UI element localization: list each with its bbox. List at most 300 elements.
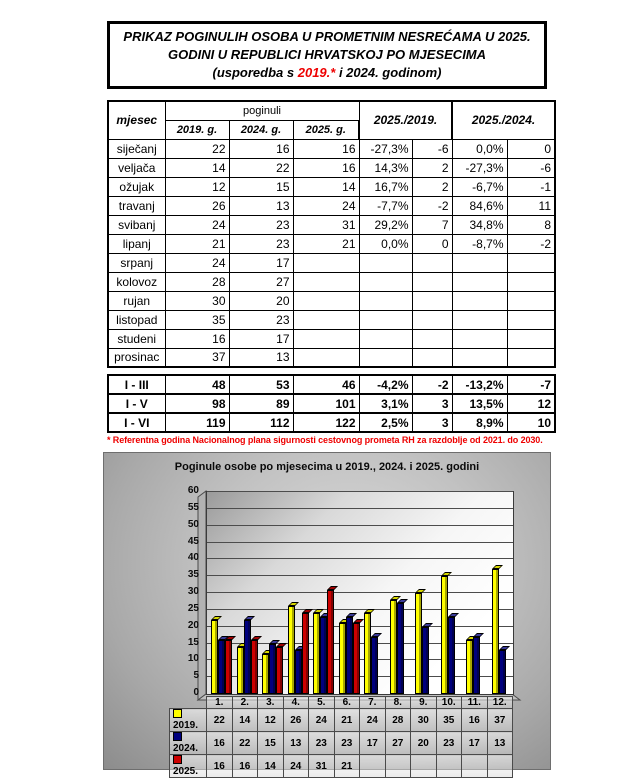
month-row — [108, 329, 555, 348]
header-2024: 2024. g. — [229, 120, 293, 139]
cell-diff-2019: -6 — [412, 139, 452, 158]
series-value-cell: 17 — [360, 732, 386, 755]
cumulative-summary-table — [107, 374, 556, 433]
bar-top-face — [251, 636, 262, 640]
bar-top-face — [397, 599, 408, 603]
series-value-cell: 14 — [232, 709, 258, 732]
cell-diff-2019 — [412, 253, 452, 272]
month-tick-label: 7. — [360, 697, 386, 709]
series-value-cell: 13 — [487, 732, 513, 755]
y-tick-label: 5 — [193, 670, 199, 682]
month-row — [108, 196, 555, 215]
cell-2025: 46 — [293, 375, 359, 394]
cell-2019: 21 — [165, 234, 229, 253]
bar-2024-month-8 — [397, 603, 404, 694]
bar-shade — [503, 651, 505, 693]
bar-shade — [445, 577, 447, 693]
series-value-cell: 17 — [462, 732, 488, 755]
month-tick-label: 9. — [411, 697, 437, 709]
cell-2024: 15 — [229, 177, 293, 196]
cell-month: listopad — [108, 310, 165, 329]
cell-diff-2024: -7 — [507, 375, 555, 394]
series-value-cell: 16 — [207, 732, 233, 755]
cell-pct-2019 — [359, 329, 412, 348]
cell-diff-2024 — [507, 253, 555, 272]
bar-shade — [452, 618, 454, 693]
month-tick-label: 12. — [487, 697, 513, 709]
y-tick-label: 45 — [187, 535, 199, 547]
gridline — [207, 558, 513, 559]
title-line-2: GODINI U REPUBLICI HRVATSKOJ PO MJESECIMA — [167, 47, 487, 62]
bar-top-face — [288, 602, 299, 606]
chart-data-table — [169, 696, 513, 778]
summary-row — [108, 413, 555, 432]
series-value-cell: 16 — [462, 709, 488, 732]
month-tick-label: 2. — [232, 697, 258, 709]
bar-shade — [273, 645, 275, 694]
cell-2025 — [293, 253, 359, 272]
cell-month: prosinac — [108, 348, 165, 367]
bar-top-face — [371, 633, 382, 637]
cell-diff-2024: 0 — [507, 139, 555, 158]
series-value-cell: 21 — [334, 709, 360, 732]
series-value-cell — [385, 755, 411, 778]
cell-diff-2024: -6 — [507, 158, 555, 177]
cell-pct-2024: 84,6% — [452, 196, 507, 215]
legend-label: 2024. — [170, 732, 207, 755]
cell-diff-2019: -2 — [412, 196, 452, 215]
cell-2024: 13 — [229, 348, 293, 367]
cell-diff-2019: 2 — [412, 158, 452, 177]
cell-month: veljača — [108, 158, 165, 177]
series-value-cell — [487, 755, 513, 778]
bar-2024-month-4 — [295, 650, 302, 694]
reference-year-footnote: * Referentna godina Nacionalnog plana sigurnosti cestovnog prometa RH za razdoblje od 2021. do 2030. — [107, 435, 543, 445]
bar-top-face — [499, 646, 510, 650]
cell-2019: 24 — [165, 215, 229, 234]
bar-2019-month-7 — [364, 613, 371, 694]
cell-2025 — [293, 272, 359, 291]
cell-month: lipanj — [108, 234, 165, 253]
cell-pct-2019 — [359, 291, 412, 310]
title-line-3-red-year: 2019.* — [297, 65, 336, 80]
bar-top-face — [473, 633, 484, 637]
cell-2024: 17 — [229, 329, 293, 348]
y-tick-label: 0 — [193, 687, 199, 698]
month-row — [108, 253, 555, 272]
header-2019: 2019. g. — [165, 120, 229, 139]
cell-month: svibanj — [108, 215, 165, 234]
cell-diff-2019 — [412, 310, 452, 329]
bar-shade — [241, 648, 243, 693]
month-row — [108, 291, 555, 310]
y-tick-label: 10 — [187, 653, 199, 665]
series-value-cell: 15 — [258, 732, 284, 755]
cell-month: siječanj — [108, 139, 165, 158]
bar-top-face — [390, 596, 401, 600]
bar-top-face — [492, 565, 503, 569]
cell-2025: 101 — [293, 394, 359, 413]
bar-2024-month-6 — [346, 617, 353, 694]
y-tick-label: 40 — [187, 552, 199, 564]
cell-2024: 23 — [229, 310, 293, 329]
month-row — [108, 272, 555, 291]
cell-2025 — [293, 329, 359, 348]
header-2025-vs-2024: 2025./2024. — [452, 101, 555, 139]
month-row — [108, 215, 555, 234]
month-tick-label: 6. — [334, 697, 360, 709]
cell-2019: 12 — [165, 177, 229, 196]
month-tick-label: 5. — [309, 697, 335, 709]
month-tick-label: 3. — [258, 697, 284, 709]
series-value-cell: 16 — [207, 755, 233, 778]
cell-2024: 16 — [229, 139, 293, 158]
cell-2025: 14 — [293, 177, 359, 196]
bar-2019-month-4 — [288, 606, 295, 694]
gridline — [207, 542, 513, 543]
cell-2019: 26 — [165, 196, 229, 215]
series-value-cell: 28 — [385, 709, 411, 732]
header-mjesec: mjesec — [108, 101, 165, 139]
cell-pct-2024: 13,5% — [452, 394, 507, 413]
month-row — [108, 158, 555, 177]
cell-diff-2019: 0 — [412, 234, 452, 253]
cell-diff-2024: 10 — [507, 413, 555, 432]
series-value-cell: 22 — [232, 732, 258, 755]
cell-pct-2024: 8,9% — [452, 413, 507, 432]
gridline — [207, 592, 513, 593]
cell-2019: 24 — [165, 253, 229, 272]
y-tick-label: 55 — [187, 501, 199, 513]
cell-diff-2019 — [412, 329, 452, 348]
series-value-cell: 30 — [411, 709, 437, 732]
bar-shade — [496, 570, 498, 693]
cell-pct-2019: -27,3% — [359, 139, 412, 158]
summary-row — [108, 375, 555, 394]
month-tick-label: 11. — [462, 697, 488, 709]
bar-shade — [426, 628, 428, 693]
cell-diff-2019: -2 — [412, 375, 452, 394]
cell-pct-2019 — [359, 310, 412, 329]
gridline — [207, 508, 513, 509]
series-value-cell — [360, 755, 386, 778]
bar-top-face — [327, 586, 338, 590]
cell-pct-2019: -7,7% — [359, 196, 412, 215]
bar-shade — [255, 641, 257, 693]
bar-2019-month-10 — [441, 576, 448, 694]
bar-2024-month-3 — [269, 644, 276, 695]
bar-2024-month-5 — [320, 617, 327, 694]
series-value-cell: 24 — [309, 709, 335, 732]
cell-pct-2019: 16,7% — [359, 177, 412, 196]
bar-shade — [477, 638, 479, 693]
gridline — [207, 525, 513, 526]
series-value-cell: 26 — [283, 709, 309, 732]
bar-chart — [103, 452, 551, 777]
bar-shade — [470, 641, 472, 693]
month-row — [108, 234, 555, 253]
cell-2024: 27 — [229, 272, 293, 291]
bar-shade — [248, 621, 250, 693]
bar-shade — [222, 641, 224, 693]
cell-pct-2019 — [359, 272, 412, 291]
cell-2024: 17 — [229, 253, 293, 272]
legend-marker-icon — [173, 709, 182, 718]
cell-month: ožujak — [108, 177, 165, 196]
chart-title: Poginule osobe po mjesecima u 2019., 2024. i 2025. godini — [174, 461, 480, 473]
series-value-cell: 24 — [360, 709, 386, 732]
bar-top-face — [211, 616, 222, 620]
cell-2025 — [293, 310, 359, 329]
bar-2025-month-2 — [251, 640, 258, 694]
header-2025: 2025. g. — [293, 120, 359, 139]
cell-2019: 35 — [165, 310, 229, 329]
bar-2024-month-11 — [473, 637, 480, 694]
cell-pct-2019: -4,2% — [359, 375, 412, 394]
cell-pct-2024: 0,0% — [452, 139, 507, 158]
bar-shade — [350, 618, 352, 693]
cell-2025: 16 — [293, 139, 359, 158]
cell-pct-2019 — [359, 348, 412, 367]
bar-2024-month-7 — [371, 637, 378, 694]
cell-month: srpanj — [108, 253, 165, 272]
bar-shade — [419, 594, 421, 693]
cell-diff-2024 — [507, 272, 555, 291]
cell-pct-2019: 29,2% — [359, 215, 412, 234]
series-value-cell: 23 — [334, 732, 360, 755]
bar-2024-month-10 — [448, 617, 455, 694]
y-tick-label: 20 — [187, 619, 199, 631]
cell-pct-2024: -6,7% — [452, 177, 507, 196]
bar-2024-month-9 — [422, 627, 429, 694]
legend-label: 2025. — [170, 755, 207, 778]
cell-diff-2024 — [507, 291, 555, 310]
series-value-cell: 22 — [207, 709, 233, 732]
legend-series-row-2024 — [170, 732, 513, 755]
cell-pct-2024: -8,7% — [452, 234, 507, 253]
cell-2019: 37 — [165, 348, 229, 367]
legend-series-row-2025 — [170, 755, 513, 778]
summary-row — [108, 394, 555, 413]
cell-2024: 20 — [229, 291, 293, 310]
bar-2024-month-12 — [499, 650, 506, 694]
bar-shade — [292, 607, 294, 693]
bar-top-face — [225, 636, 236, 640]
cell-diff-2024 — [507, 310, 555, 329]
y-tick-label: 35 — [187, 569, 199, 581]
cell-pct-2024: 34,8% — [452, 215, 507, 234]
cell-diff-2024: -2 — [507, 234, 555, 253]
bar-shade — [299, 651, 301, 693]
cell-pct-2019: 3,1% — [359, 394, 412, 413]
gridline — [207, 575, 513, 576]
cell-pct-2024 — [452, 291, 507, 310]
series-value-cell: 23 — [436, 732, 462, 755]
bar-2024-month-2 — [244, 620, 251, 694]
title-box — [107, 21, 547, 89]
y-tick-label: 15 — [187, 636, 199, 648]
cell-2025: 16 — [293, 158, 359, 177]
legend-marker-icon — [173, 732, 182, 741]
bar-2019-month-8 — [390, 600, 397, 694]
legend-series-row-2019 — [170, 709, 513, 732]
cell-2025: 122 — [293, 413, 359, 432]
cell-2024: 89 — [229, 394, 293, 413]
cell-diff-2019 — [412, 272, 452, 291]
bar-2019-month-3 — [262, 654, 269, 694]
title-line-3-suffix: i 2024. godinom) — [335, 65, 442, 80]
bar-top-face — [364, 609, 375, 613]
month-tick-label: 8. — [385, 697, 411, 709]
gridline — [207, 626, 513, 627]
bar-2019-month-11 — [466, 640, 473, 694]
cell-month: I - VI — [108, 413, 165, 432]
bar-shade — [280, 648, 282, 693]
cell-2025 — [293, 348, 359, 367]
cell-2024: 23 — [229, 215, 293, 234]
cell-pct-2024 — [452, 272, 507, 291]
cell-2025 — [293, 291, 359, 310]
cell-2019: 14 — [165, 158, 229, 177]
cell-2024: 13 — [229, 196, 293, 215]
series-value-cell: 35 — [436, 709, 462, 732]
cell-diff-2019: 7 — [412, 215, 452, 234]
cell-2019: 30 — [165, 291, 229, 310]
month-row — [108, 310, 555, 329]
cell-diff-2019 — [412, 348, 452, 367]
cell-month: kolovoz — [108, 272, 165, 291]
cell-diff-2024: 11 — [507, 196, 555, 215]
cell-2024: 22 — [229, 158, 293, 177]
month-tick-label: 10. — [436, 697, 462, 709]
series-value-cell — [411, 755, 437, 778]
cell-pct-2024: -13,2% — [452, 375, 507, 394]
series-value-cell: 12 — [258, 709, 284, 732]
month-row — [108, 177, 555, 196]
cell-month: travanj — [108, 196, 165, 215]
month-tick-label: 4. — [283, 697, 309, 709]
title-line-1: PRIKAZ POGINULIH OSOBA U PROMETNIM NESREĆAMA U 2025. — [123, 29, 531, 44]
cell-diff-2019 — [412, 291, 452, 310]
cell-2019: 22 — [165, 139, 229, 158]
bar-shade — [229, 641, 231, 693]
legend-corner — [170, 697, 207, 709]
cell-2019: 48 — [165, 375, 229, 394]
cell-2025: 31 — [293, 215, 359, 234]
bar-2025-month-3 — [276, 647, 283, 694]
cell-month: rujan — [108, 291, 165, 310]
series-value-cell: 13 — [283, 732, 309, 755]
cell-pct-2024 — [452, 329, 507, 348]
cell-2019: 119 — [165, 413, 229, 432]
plot-area — [206, 491, 514, 695]
bar-shade — [215, 621, 217, 693]
cell-diff-2024 — [507, 348, 555, 367]
cell-diff-2019: 3 — [412, 394, 452, 413]
bar-2025-month-1 — [225, 640, 232, 694]
bar-top-face — [276, 643, 287, 647]
bar-shade — [375, 638, 377, 693]
cell-diff-2024: 12 — [507, 394, 555, 413]
cell-diff-2019: 3 — [412, 413, 452, 432]
bar-2025-month-4 — [302, 613, 309, 694]
series-value-cell: 16 — [232, 755, 258, 778]
legend-label: 2019. — [170, 709, 207, 732]
cell-month: studeni — [108, 329, 165, 348]
bar-2019-month-12 — [492, 569, 499, 694]
bar-shade — [331, 591, 333, 693]
bar-shade — [401, 604, 403, 693]
cell-2019: 28 — [165, 272, 229, 291]
legend-marker-icon — [173, 755, 182, 764]
cell-pct-2019 — [359, 253, 412, 272]
month-row — [108, 348, 555, 367]
cell-month: I - III — [108, 375, 165, 394]
month-tick-label: 1. — [207, 697, 233, 709]
y-tick-label: 60 — [187, 485, 199, 496]
cell-2019: 16 — [165, 329, 229, 348]
bar-shade — [324, 618, 326, 693]
bar-2025-month-5 — [327, 590, 334, 694]
bar-shade — [357, 624, 359, 693]
bar-shade — [317, 614, 319, 693]
bar-shade — [343, 624, 345, 693]
series-value-cell: 37 — [487, 709, 513, 732]
cell-pct-2024 — [452, 348, 507, 367]
bar-top-face — [244, 616, 255, 620]
title-line-3-prefix: (usporedba s — [212, 65, 298, 80]
cell-month: I - V — [108, 394, 165, 413]
cell-pct-2019: 2,5% — [359, 413, 412, 432]
bar-top-face — [313, 609, 324, 613]
month-row — [108, 139, 555, 158]
series-value-cell — [462, 755, 488, 778]
bar-2019-month-1 — [211, 620, 218, 694]
series-value-cell: 23 — [309, 732, 335, 755]
cell-pct-2024 — [452, 253, 507, 272]
series-value-cell: 21 — [334, 755, 360, 778]
cell-2025: 21 — [293, 234, 359, 253]
bar-shade — [394, 601, 396, 693]
cell-pct-2019: 14,3% — [359, 158, 412, 177]
cell-diff-2019: 2 — [412, 177, 452, 196]
gridline — [207, 491, 513, 492]
cell-diff-2024: -1 — [507, 177, 555, 196]
series-value-cell: 20 — [411, 732, 437, 755]
y-tick-label: 30 — [187, 586, 199, 597]
bar-top-face — [346, 613, 357, 617]
bar-shade — [306, 614, 308, 693]
cell-pct-2024: -27,3% — [452, 158, 507, 177]
bar-2025-month-6 — [353, 623, 360, 694]
header-2025-vs-2019: 2025./2019. — [359, 101, 452, 139]
title-line-3 — [110, 64, 544, 82]
y-tick-label: 25 — [187, 602, 199, 614]
cell-diff-2024: 8 — [507, 215, 555, 234]
cell-2024: 112 — [229, 413, 293, 432]
bar-shade — [266, 655, 268, 693]
series-value-cell: 31 — [309, 755, 335, 778]
fatalities-by-month-table — [107, 100, 556, 368]
bar-2019-month-2 — [237, 647, 244, 694]
bar-2019-month-6 — [339, 623, 346, 694]
cell-diff-2024 — [507, 329, 555, 348]
cell-pct-2024 — [452, 310, 507, 329]
y-tick-label: 50 — [187, 518, 199, 530]
gridline — [207, 609, 513, 610]
cell-2025: 24 — [293, 196, 359, 215]
bar-shade — [368, 614, 370, 693]
